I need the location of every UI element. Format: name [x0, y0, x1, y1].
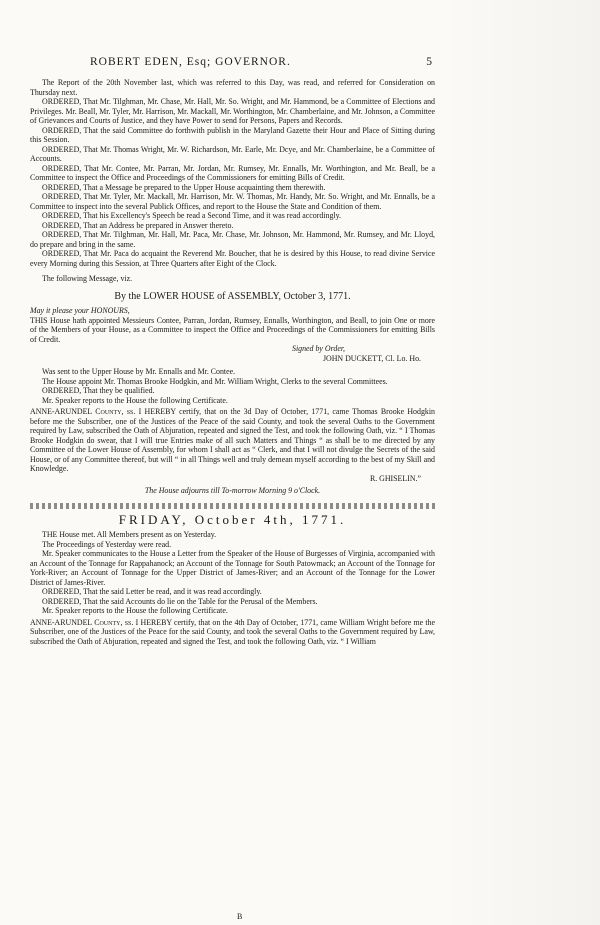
certificate-1-label: ANNE-ARUNDEL County, ss.	[30, 407, 136, 416]
proceeding-paragraph: ORDERED, That an Address be prepared in Answer thereto.	[42, 220, 234, 230]
proceedings-top	[30, 78, 435, 268]
certificate-2	[30, 618, 435, 647]
section-divider	[30, 503, 435, 509]
proceeding-paragraph: ORDERED, That the said Letter be read, and it was read accordingly.	[42, 587, 262, 596]
day-heading: FRIDAY, October 4th, 1771.	[118, 511, 347, 527]
proceeding-paragraph: ORDERED, That his Excellency's Speech be read a Second Time, and it was read accordingly.	[42, 211, 341, 220]
proceeding-paragraph: ORDERED, That the said Committee do forthwith publish in the Maryland Gazette their Hour and Place of Sitting during this Session.	[30, 125, 435, 144]
adjournment: The House adjourns till To-morrow Morning 9 o'Clock.	[144, 486, 321, 495]
proceeding-paragraph: The Report of the 20th November last, which was referred to this Day, was read, and referred for Consideration on Thursday next.	[30, 78, 435, 97]
proceeding-paragraph: ORDERED, That Mr. Contee, Mr. Parran, Mr. Jordan, Mr. Rumsey, Mr. Ennalls, Mr. Worthington, and Mr. Beall, be a Committee to inspect the Office and Proceedings of the Commissioners for emitting Bills of Credit.	[30, 163, 435, 182]
proceeding-paragraph: ORDERED, That the said Accounts do lie on the Table for the Perusal of the Members.	[42, 596, 318, 606]
catchword: B	[237, 912, 243, 921]
certificate-1-text: I HEREBY certify, that on the 3d Day of October, 1771, came Thomas Brooke Hodgkin before me the Subscriber, one of the Justices of the Peace of the said County, and took the several Oaths to the Government required by Law, subscribed the Oath of Abjuration, repeated and signed the Test, and took the following Oath, viz. “ I Thomas Brooke Hodgkin do swear, that I will true Entries make of all such Matters and Things “ as shall be to me directed by any Committee of the Lower House of Assembly, for whom I shall act as “ Clerk, and that I will not divulge the Secrets of the said House, or of any Committee thereof, but will “ in all Things well and truly demean myself according to the best of my Skill and Knowledge.	[30, 407, 435, 473]
proceeding-paragraph: ORDERED, That Mr. Tyler, Mr. Mackall, Mr. Harrison, Mr. W. Thomas, Mr. Handy, Mr. So. Wright, and Mr. Ennalls, be a Committee to inspect into the several Publick Offices, and report to the House the State and Condition of them.	[30, 192, 435, 211]
certificate-2-text: I HEREBY certify, that on the 4th Day of October, 1771, came William Wright before me the Subscriber, one of the Justices of the Peace for the said County, and took the several Oaths to the Government required by Law, subscribed the Oath of Abjuration, repeated and signed the Test, and took the following Oath, viz. “ I William	[30, 617, 435, 646]
message-title: By the LOWER HOUSE of ASSEMBLY, October 3, 1771.	[114, 290, 351, 302]
proceeding-paragraph: Mr. Speaker reports to the House the following Certificate.	[42, 606, 228, 615]
message-signed: Signed by Order,	[292, 344, 345, 353]
document-body	[30, 78, 435, 646]
proceeding-paragraph: ORDERED, That they be qualified.	[42, 386, 155, 395]
proceedings-mid	[30, 367, 435, 405]
proceeding-paragraph: Mr. Speaker reports to the House the following Certificate.	[42, 395, 228, 405]
proceeding-paragraph: THE House met. All Members present as on Yesterday.	[42, 530, 217, 539]
message-signer: JOHN DUCKETT, Cl. Lo. Ho.	[322, 353, 421, 363]
proceeding-paragraph: Was sent to the Upper House by Mr. Ennalls and Mr. Contee.	[42, 367, 236, 376]
message-salutation: May it please your HONOURS,	[30, 306, 130, 315]
message-body: THIS House hath appointed Messieurs Contee, Parran, Jordan, Rumsey, Ennalls, Worthington, and Beall, to join One or more of the Members of your House, as a Committee to inspect the Office and Proceedings of the Commissioners for emitting Bills of Credit.	[30, 315, 435, 344]
message-intro: The following Message, viz.	[42, 274, 133, 283]
proceeding-paragraph: ORDERED, That Mr. Tilghman, Mr. Hall, Mr. Paca, Mr. Chase, Mr. Johnson, Mr. Hammond, Mr. Rumsey, and Mr. Lloyd, do prepare and bring in the same.	[30, 230, 435, 249]
proceeding-paragraph: Mr. Speaker communicates to the House a Letter from the Speaker of the House of Burgesses of Virginia, accompanied with an Account of the Tonnage for Rappahanock; an Account of the Tonnage for South Patowmack; an Account of the Tonnage for York-River; an Account of Tonnage for the Upper District of James-River; and an Account of the Tonnage for the Lower District of James-River.	[30, 549, 435, 587]
proceeding-paragraph: ORDERED, That Mr. Paca do acquaint the Reverend Mr. Boucher, that he is desired by this House, to read divine Service every Morning during this Session, at Three Quarters after Eight of the Clock.	[30, 249, 435, 268]
proceeding-paragraph: ORDERED, That Mr. Thomas Wright, Mr. W. Richardson, Mr. Earle, Mr. Dcye, and Mr. Chamberlaine, be a Committee of Accounts.	[30, 144, 435, 163]
page-number: 5	[426, 56, 433, 68]
running-header	[30, 56, 435, 72]
proceeding-paragraph: ORDERED, That a Message be prepared to the Upper House acquainting them therewith.	[42, 182, 326, 192]
running-head-title: ROBERT EDEN, Esq; GOVERNOR.	[90, 56, 291, 68]
certificate-1	[30, 407, 435, 474]
proceeding-paragraph: ORDERED, That Mr. Tilghman, Mr. Chase, Mr. Hall, Mr. So. Wright, and Mr. Hammond, be a Committee of Elections and Privileges. Mr. Beall, Mr. Tyler, Mr. Harrison, Mr. Mackall, Mr. Worthington, Mr. Chamberlaine, and Mr. Johnson, a Committee of Grievances and Courts of Justice, and they have Power to send for Persons, Papers and Records.	[30, 97, 435, 125]
proceeding-paragraph: The House appoint Mr. Thomas Brooke Hodgkin, and Mr. William Wright, Clerks to the several Committees.	[42, 376, 388, 386]
certificate-2-label: ANNE-ARUNDEL County, ss.	[30, 617, 134, 627]
page-edge-shading	[440, 0, 600, 925]
certificate-1-signer: R. GHISELIN.”	[369, 473, 421, 483]
proceedings-bottom	[30, 530, 435, 616]
proceeding-paragraph: The Proceedings of Yesterday were read.	[42, 539, 172, 549]
